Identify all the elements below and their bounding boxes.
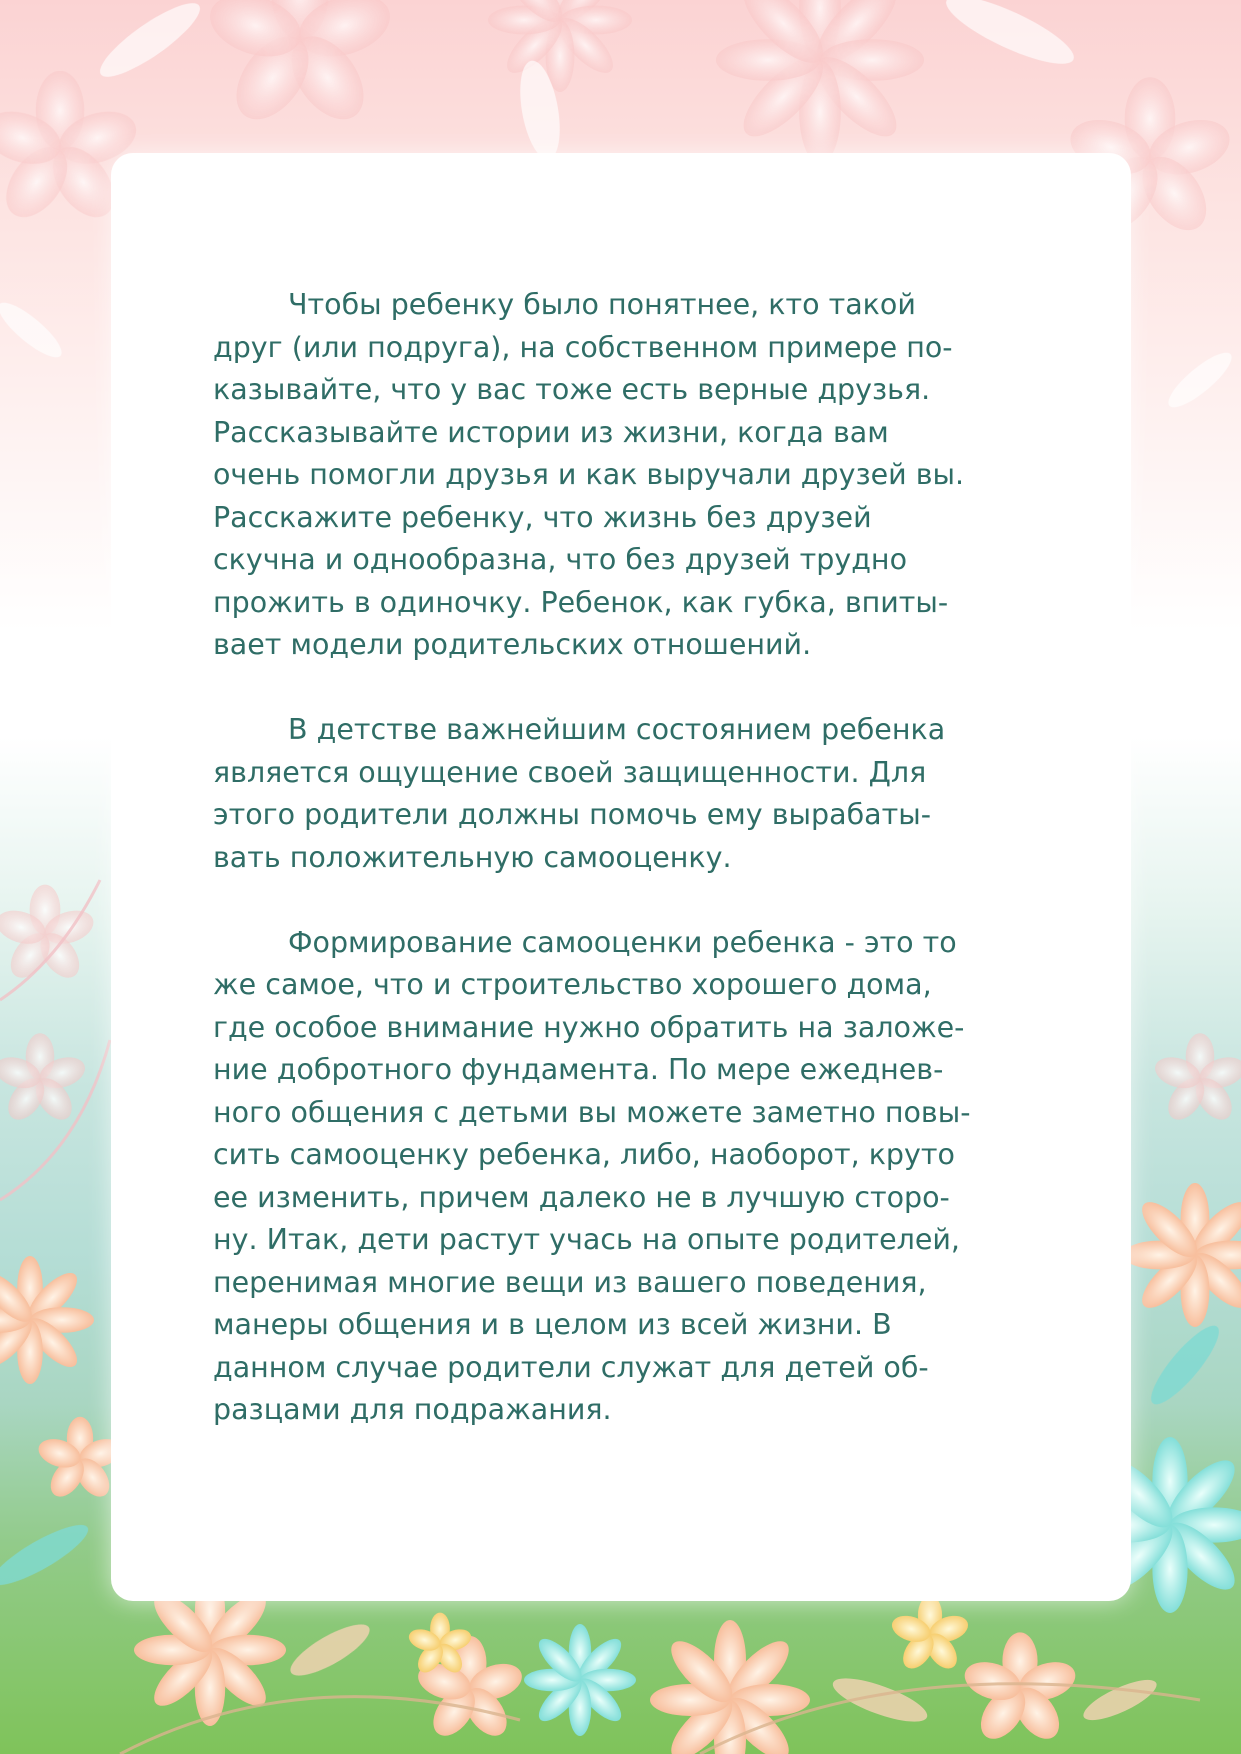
text-line: вает модели родительских отношений. [213, 628, 812, 661]
text-line: является ощущение своей защищенности. Для [213, 755, 927, 789]
text-line: очень помогли друзья и как выручали друзей вы. [213, 458, 965, 491]
text-line: скучна и однообразна, что без друзей трудно [213, 543, 908, 576]
text-line: прожить в одиночку. Ребенок, как губка, впиты- [213, 585, 949, 619]
text-line: Формирование самооценки ребенка - это то [288, 925, 957, 959]
text-line: манеры общения и в целом из всей жизни. В [213, 1308, 892, 1341]
text-line: данном случае родители служат для детей об- [213, 1350, 929, 1384]
text-line: ее изменить, причем далеко не в лучшую сторо- [213, 1180, 950, 1214]
text-line: перенимая многие вещи из вашего поведения, [213, 1265, 927, 1299]
article-text [213, 284, 1033, 1432]
text-line: Чтобы ребенку было понятнее, кто такой [288, 288, 916, 321]
text-line: Рассказывайте истории из жизни, когда вам [213, 415, 889, 449]
text-line: ного общения с детьми вы можете заметно повы- [213, 1095, 971, 1129]
text-line: сить самооценку ребенка, либо, наоборот, круто [213, 1138, 955, 1171]
text-line: друг (или подруга), на собственном примере по- [213, 330, 953, 364]
text-line: этого родители должны помочь ему вырабаты- [213, 798, 932, 831]
text-line: Расскажите ребенку, что жизнь без друзей [213, 500, 872, 534]
text-line: казывайте, что у вас тоже есть верные друзья. [213, 373, 931, 406]
text-line: ну. Итак, дети растут учась на опыте родителей, [213, 1223, 960, 1256]
text-line: В детстве важнейшим состоянием ребенка [288, 713, 946, 746]
paragraph-2 [213, 709, 1033, 879]
text-line: ние добротного фундамента. По мере ежеднев- [213, 1053, 944, 1086]
paragraph-3 [213, 922, 1033, 1432]
paragraph-gap [213, 879, 1033, 922]
text-line: же самое, что и строительство хорошего дома, [213, 968, 932, 1001]
text-line: вать положительную самооценку. [213, 840, 732, 874]
paragraph-gap [213, 667, 1033, 710]
text-line: разцами для подражания. [213, 1393, 612, 1426]
paragraph-1 [213, 284, 1033, 667]
text-line: где особое внимание нужно обратить на заложе- [213, 1010, 965, 1044]
